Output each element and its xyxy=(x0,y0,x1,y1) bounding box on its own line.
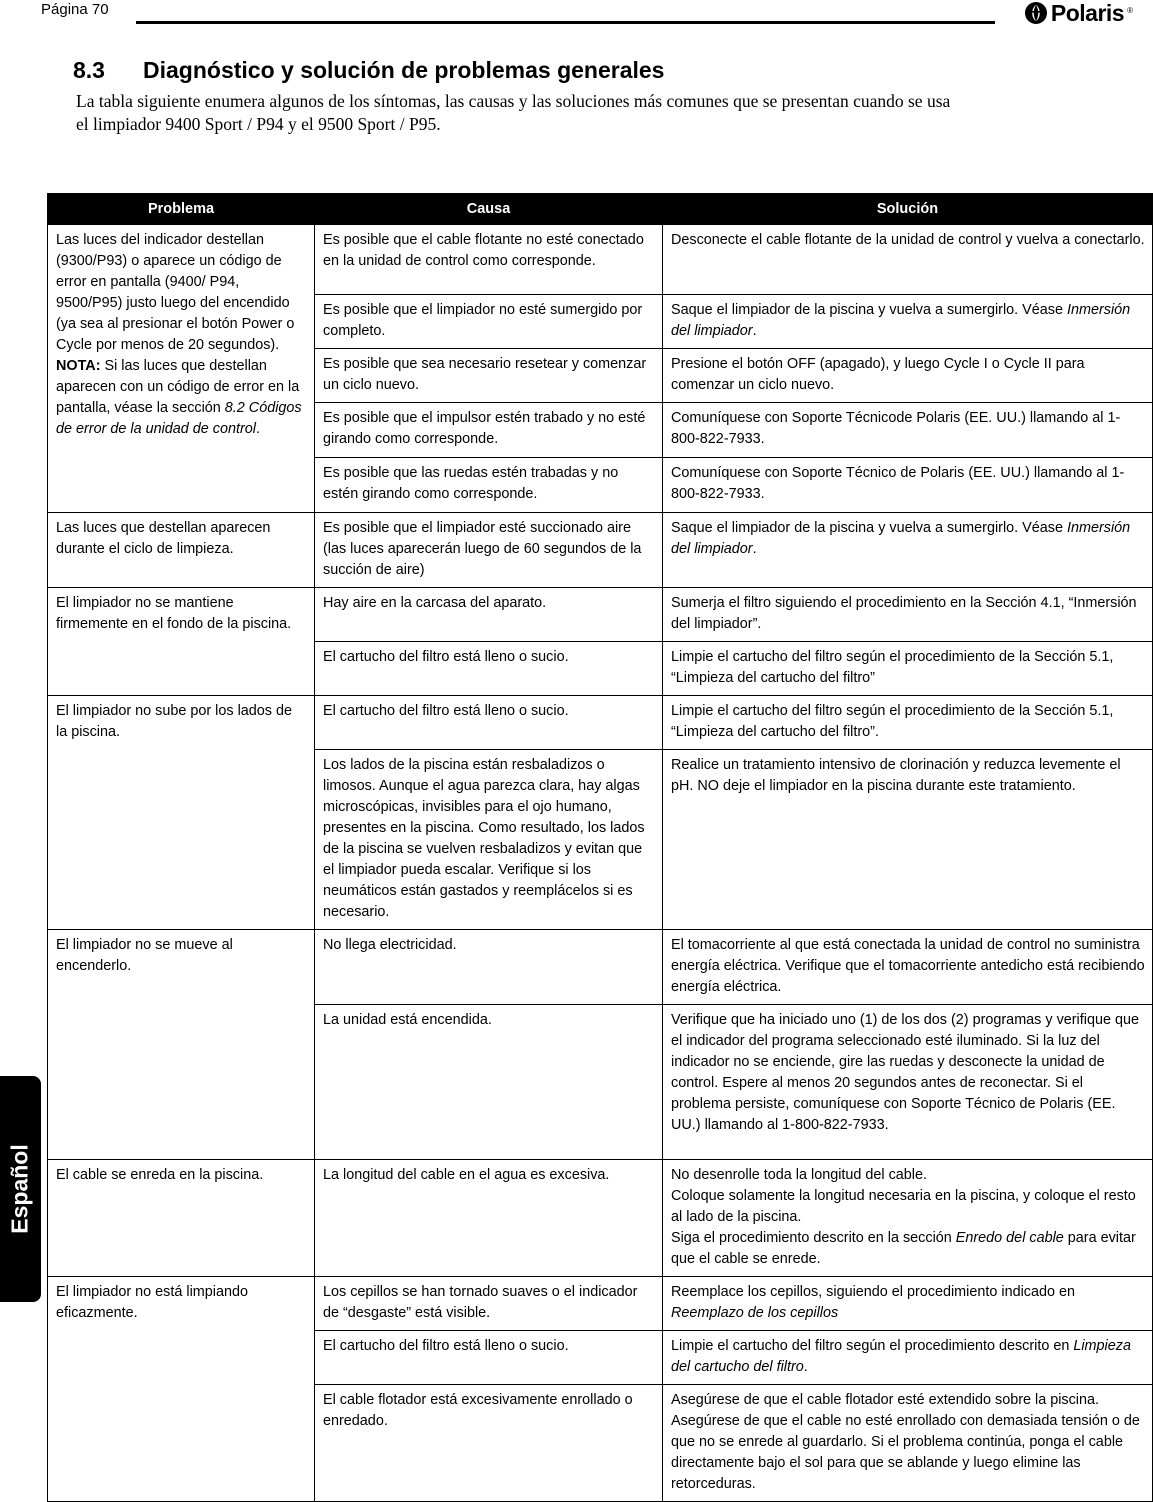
cause-cell: Los cepillos se han tornado suaves o el indicador de “desgaste” está visible. xyxy=(315,1277,663,1331)
cause-cell: Es posible que el limpiador esté succionado aire (las luces aparecerán luego de 60 segundos de la succión de aire) xyxy=(315,513,663,588)
cause-cell: El cartucho del filtro está lleno o sucio. xyxy=(315,696,663,750)
solution-reference: Limpieza del cartucho del filtro xyxy=(671,1338,1131,1375)
solution-cell: Presione el botón OFF (apagado), y luego Cycle I o Cycle II para comenzar un ciclo nuevo. xyxy=(663,349,1153,403)
cause-cell: Es posible que el limpiador no esté sumergido por completo. xyxy=(315,295,663,349)
solution-cell xyxy=(663,1160,1153,1277)
note-label: NOTA: xyxy=(56,358,101,374)
header-solution: Solución xyxy=(663,194,1153,225)
intro-line-1: La tabla siguiente enumera algunos de los síntomas, las causas y las soluciones más comunes que se presentan cuando se usa xyxy=(76,91,951,111)
solution-cell: Verifique que ha iniciado uno (1) de los dos (2) programas y verifique que el indicador del programa seleccionado esté iluminado. Si la luz del indicador no se enciende, gire las ruedas y desconecte la unidad de control. Espere al menos 20 segundos antes de reconectar. Si el problema persiste, comuníquese con Soporte Técnico de Polaris (EE. UU.) llamando al 1-800-822-7933. xyxy=(663,1005,1153,1160)
solution-cell: Comuníquese con Soporte Técnicode Polaris (EE. UU.) llamando al 1-800-822-7933. xyxy=(663,403,1153,458)
note-reference: 8.2 Códigos de error de la unidad de control xyxy=(56,400,302,437)
problem-cell: El limpiador no se mueve al encenderlo. xyxy=(48,930,315,1160)
solution-text: Saque el limpiador de la piscina y vuelva a sumergirlo. Véase xyxy=(671,520,1067,536)
cause-cell: Es posible que el impulsor estén trabado y no esté girando como corresponde. xyxy=(315,403,663,458)
solution-end: . xyxy=(752,323,757,339)
table-row xyxy=(48,696,1153,750)
solution-cell: El tomacorriente al que está conectada la unidad de control no suministra energía eléctrica. Verifique que el tomacorriente antedicho está recibiendo energía eléctrica. xyxy=(663,930,1153,1005)
note-end: . xyxy=(256,421,261,437)
language-side-tab xyxy=(0,1076,41,1302)
troubleshooting-table xyxy=(47,193,1153,1502)
intro-line-2: el limpiador 9400 Sport / P94 y el 9500 Sport / P95. xyxy=(76,114,441,134)
cause-cell: El cartucho del filtro está lleno o sucio. xyxy=(315,1331,663,1385)
cause-cell: Es posible que el cable flotante no esté conectado en la unidad de control como corresponde. xyxy=(315,225,663,295)
table-row xyxy=(48,1277,1153,1331)
cause-cell: Es posible que sea necesario resetear y comenzar un ciclo nuevo. xyxy=(315,349,663,403)
cause-cell: No llega electricidad. xyxy=(315,930,663,1005)
solution-cell xyxy=(663,513,1153,588)
solution-reference: Reemplazo de los cepillos xyxy=(671,1305,839,1321)
solution-text: Reemplace los cepillos, siguiendo el procedimiento indicado en xyxy=(671,1284,1075,1300)
problem-cell: El limpiador no se mantiene firmemente en el fondo de la piscina. xyxy=(48,588,315,696)
page-header xyxy=(41,0,1133,30)
polaris-swirl-icon xyxy=(1024,1,1048,25)
cause-cell: El cable flotador está excesivamente enrollado o enredado. xyxy=(315,1385,663,1502)
solution-cell: Comuníquese con Soporte Técnico de Polaris (EE. UU.) llamando al 1-800-822-7933. xyxy=(663,458,1153,513)
solution-reference: Inmersión del limpiador xyxy=(671,520,1131,557)
solution-text: Limpie el cartucho del filtro según el procedimiento descrito en xyxy=(671,1338,1074,1354)
cause-cell: El cartucho del filtro está lleno o sucio. xyxy=(315,642,663,696)
solution-line: Coloque solamente la longitud necesaria en la piscina, y coloque el resto al lado de la piscina. xyxy=(671,1188,1136,1225)
header-rule xyxy=(136,21,995,24)
solution-end: para evitar que el cable se enrede. xyxy=(671,1230,1136,1267)
section-title xyxy=(73,57,664,84)
table-header-row xyxy=(48,194,1153,225)
note-text: Si las luces que destellan aparecen con un código de error en la pantalla, véase la sección xyxy=(56,358,300,416)
cause-cell: Es posible que las ruedas estén trabadas y no estén girando como corresponde. xyxy=(315,458,663,513)
cause-cell: La longitud del cable en el agua es excesiva. xyxy=(315,1160,663,1277)
problem-cell: El limpiador no sube por los lados de la piscina. xyxy=(48,696,315,930)
table-row xyxy=(48,588,1153,642)
problem-text: Las luces del indicador destellan (9300/P93) o aparece un código de error en pantalla (9400/ P94, 9500/P95) justo luego del encendido (ya sea al presionar el botón Power o Cycle por menos de 20 segundos). xyxy=(56,232,295,353)
problem-cell xyxy=(48,225,315,513)
table-row xyxy=(48,225,1153,295)
brand-logo xyxy=(1024,0,1133,26)
language-label: Español xyxy=(6,1144,33,1234)
solution-line: Siga el procedimiento descrito en la sección xyxy=(671,1230,956,1246)
problem-cell: El cable se enreda en la piscina. xyxy=(48,1160,315,1277)
solution-cell: Realice un tratamiento intensivo de clorinación y reduzca levemente el pH. NO deje el limpiador en la piscina durante este tratamiento. xyxy=(663,750,1153,930)
section-heading: Diagnóstico y solución de problemas generales xyxy=(143,57,665,83)
table-row xyxy=(48,930,1153,1005)
solution-cell xyxy=(663,1277,1153,1331)
problem-cell: Las luces que destellan aparecen durante el ciclo de limpieza. xyxy=(48,513,315,588)
solution-cell xyxy=(663,295,1153,349)
section-number: 8.3 xyxy=(73,57,105,83)
problem-cell: El limpiador no está limpiando eficazmente. xyxy=(48,1277,315,1502)
solution-cell: Sumerja el filtro siguiendo el procedimiento en la Sección 4.1, “Inmersión del limpiador”. xyxy=(663,588,1153,642)
cause-cell: Hay aire en la carcasa del aparato. xyxy=(315,588,663,642)
solution-cell: Limpie el cartucho del filtro según el procedimiento de la Sección 5.1, “Limpieza del cartucho del filtro”. xyxy=(663,696,1153,750)
page-number: Página 70 xyxy=(41,1,109,18)
table-row xyxy=(48,1160,1153,1277)
brand-name: Polaris xyxy=(1050,0,1125,26)
solution-cell: Limpie el cartucho del filtro según el procedimiento de la Sección 5.1, “Limpieza del cartucho del filtro” xyxy=(663,642,1153,696)
intro-paragraph xyxy=(76,90,1116,136)
cause-cell: La unidad está encendida. xyxy=(315,1005,663,1160)
solution-reference: Inmersión del limpiador xyxy=(671,302,1131,339)
header-cause: Causa xyxy=(315,194,663,225)
solution-text: Saque el limpiador de la piscina y vuelva a sumergirlo. Véase xyxy=(671,302,1067,318)
solution-end: . xyxy=(752,541,757,557)
header-problem: Problema xyxy=(48,194,315,225)
table-row xyxy=(48,513,1153,588)
solution-cell: Asegúrese de que el cable flotador esté extendido sobre la piscina. Asegúrese de que el cable no esté enrollado con demasiada tensión o de que no se enrede al guardarlo. Si el problema continúa, ponga el cable directamente bajo el sol para que se ablande y luego elimine las retorceduras. xyxy=(663,1385,1153,1502)
solution-line: No desenrolle toda la longitud del cable. xyxy=(671,1167,928,1183)
cause-cell: Los lados de la piscina están resbaladizos o limosos. Aunque el agua parezca clara, hay algas microscópicas, invisibles para el ojo humano, presentes en la piscina. Como resultado, los lados de la piscina se vuelven resbaladizos y evitan que el limpiador pueda escalar. Verifique si los neumáticos están gastados y reemplácelos si es necesario. xyxy=(315,750,663,930)
solution-end: . xyxy=(803,1359,808,1375)
trademark-symbol: ® xyxy=(1127,6,1133,15)
solution-cell xyxy=(663,1331,1153,1385)
solution-cell: Desconecte el cable flotante de la unidad de control y vuelva a conectarlo. xyxy=(663,225,1153,295)
solution-reference: Enredo del cable xyxy=(955,1230,1064,1246)
